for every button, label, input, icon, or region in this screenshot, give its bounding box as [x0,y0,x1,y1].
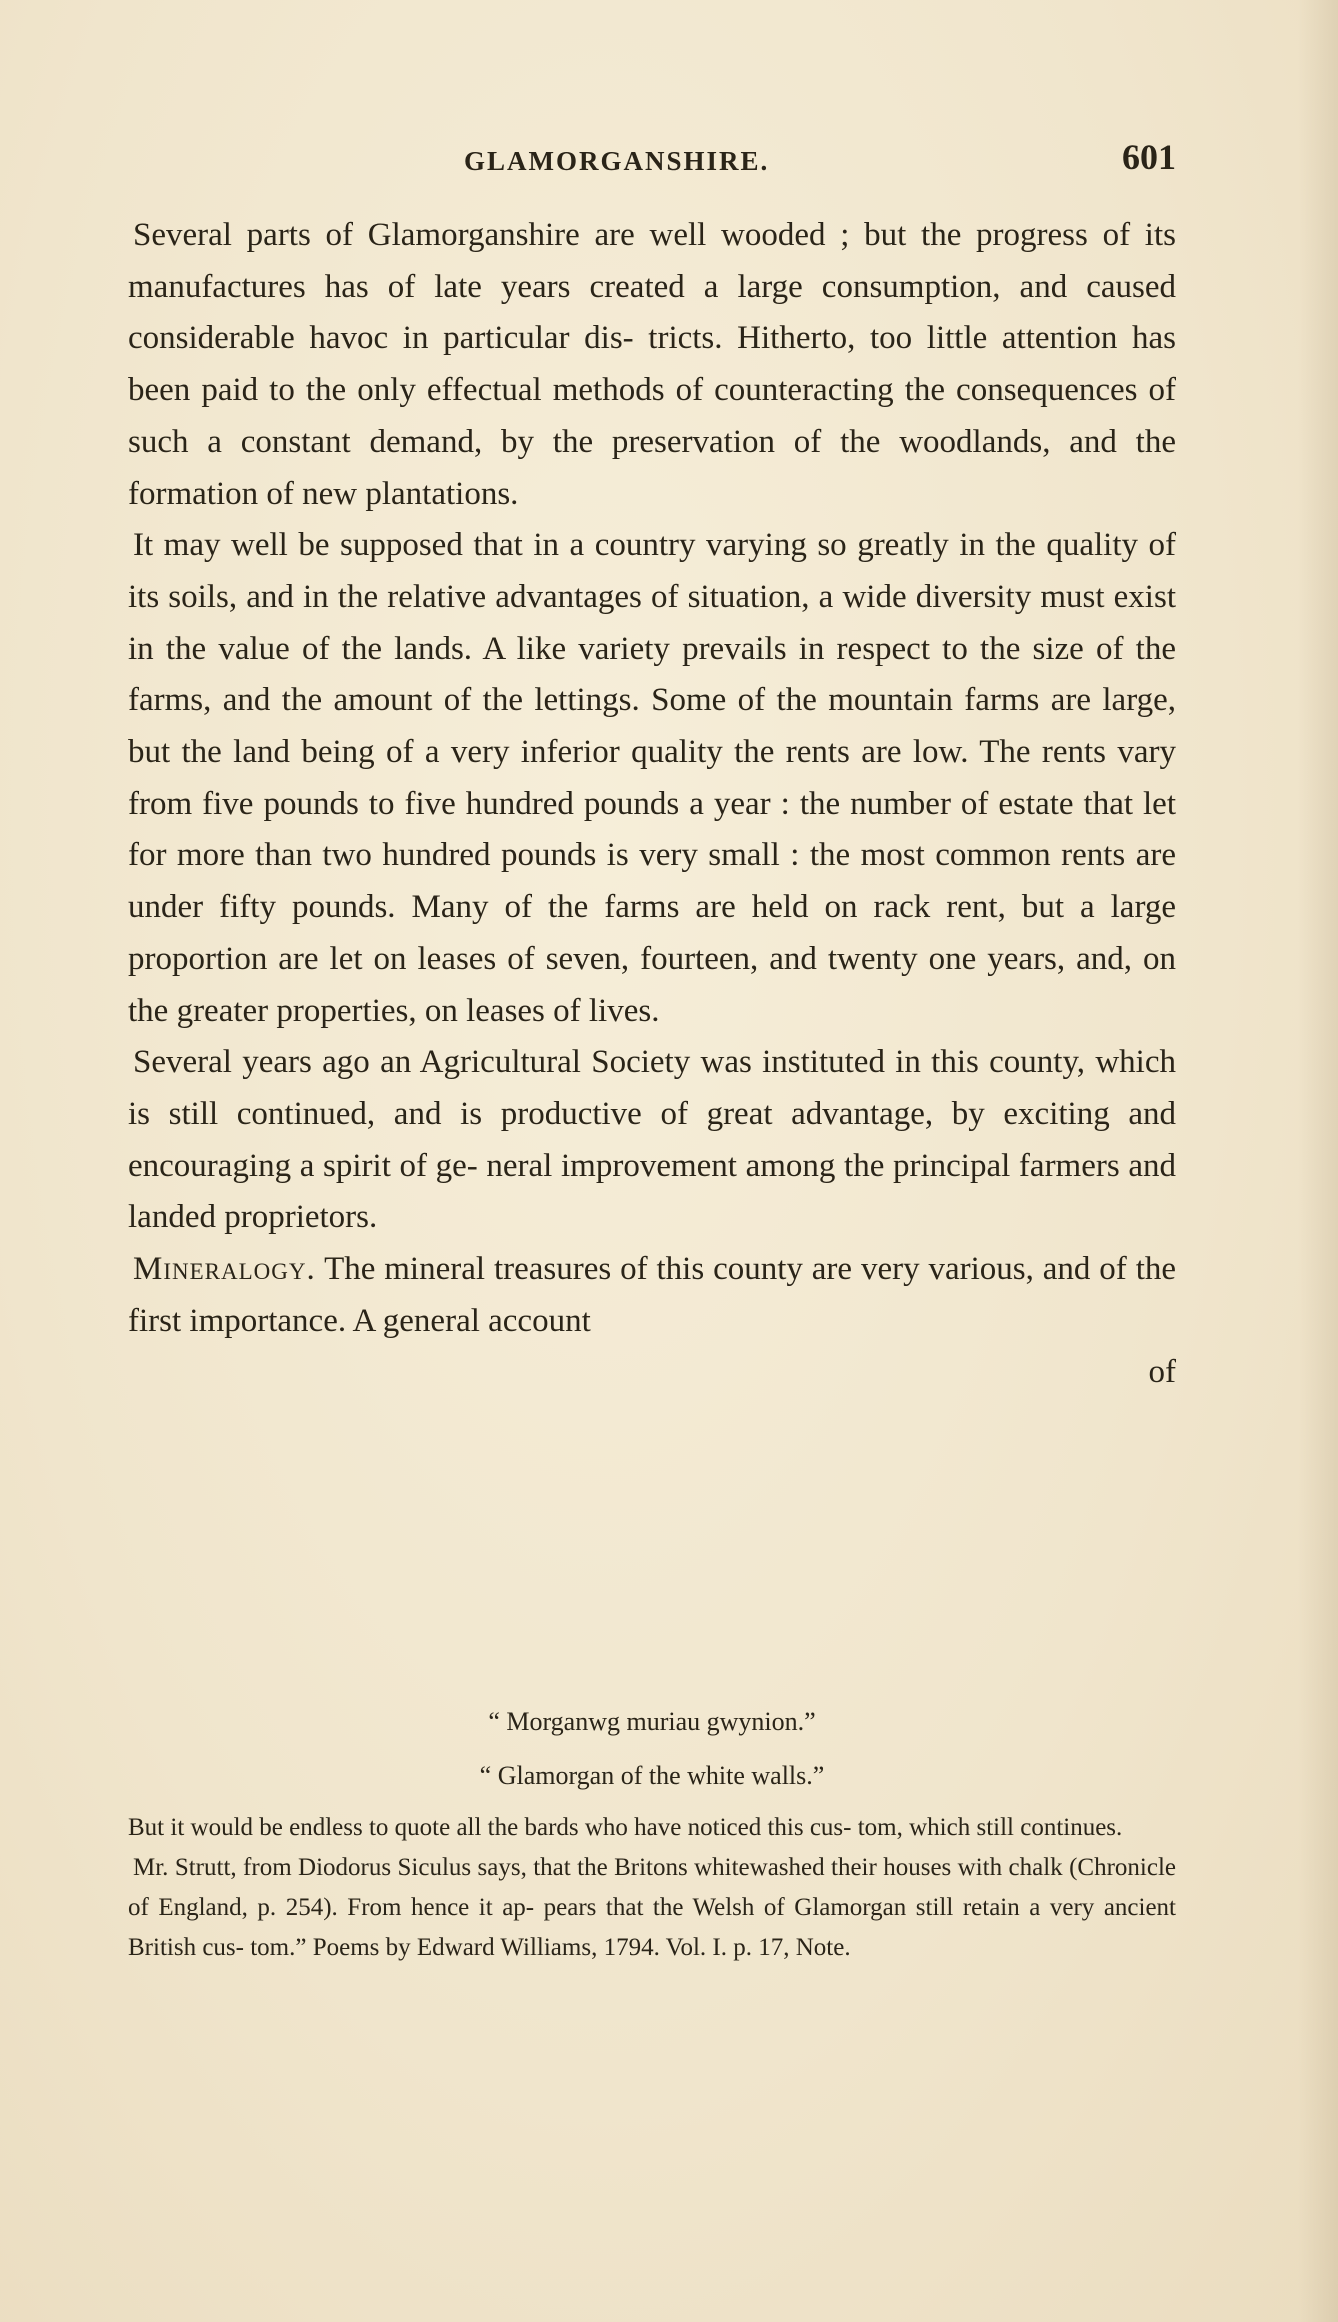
mineralogy-heading: Mineralogy. [133,1251,316,1288]
page-edge-shadow [1298,0,1338,2322]
catchword: of [1148,1354,1176,1391]
paragraph-mineralogy [128,1244,1176,1347]
footnote-paragraph-strutt: Mr. Strutt, from Diodorus Siculus says, that the Britons whitewashed their houses with chalk (Chronicle of England, p. 254). From hence it ap- pears that the Welsh of Glamorgan still retain a very ancient British cus- tom.” Poems by Edward Williams, 1794. Vol. I. p. 17, Note. [128,1854,1176,1961]
footnote-quote-english: “ Glamorgan of the white walls.” [479,1761,825,1790]
footnote-quote-welsh: “ Morganwg muriau gwynion.” [488,1707,816,1736]
footnotes [128,1702,1176,1968]
paragraph-woodlands: Several parts of Glamorganshire are well wooded ; but the progress of its manufactures has of late years created a large consumption, and caused considerable havoc in particular dis- tricts. Hitherto, too little attention has been paid to the only effectual methods of counteracting the consequences of such a constant demand, by the preservation of the woodlands, and the formation of new plantations. [128,217,1176,512]
mineralogy-text: The mineral treasures of this county are very various, and of the first importance. A general account [128,1251,1177,1339]
page-header [128,136,1176,186]
paragraph-land-values: It may well be supposed that in a country varying so greatly in the quality of its soils, and in the relative advantages of situation, a wide diversity must exist in the value of the lands. A like variety prevails in respect to the size of the farms, and the amount of the lettings. Some of the mountain farms are large, but the land being of a very inferior quality the rents are low. The rents vary from five pounds to five hundred pounds a year : the number of estate that let for more than two hundred pounds is very small : the most common rents are under fifty pounds. Many of the farms are held on rack rent, but a large proportion are let on leases of seven, fourteen, and twenty one years, and, on the greater properties, on leases of lives. [128,527,1176,1029]
main-text [128,210,1176,1399]
running-head: GLAMORGANSHIRE. [464,146,770,176]
footnote-paragraph-bards: But it would be endless to quote all the bards who have noticed this cus- tom, which still continues. [128,1814,1123,1841]
paragraph-agricultural-society: Several years ago an Agricultural Society was instituted in this county, which is still continued, and is productive of great advantage, by exciting and encouraging a spirit of ge- neral improvement among the principal farmers and landed proprietors. [128,1044,1176,1236]
page-number: 601 [1122,137,1176,177]
